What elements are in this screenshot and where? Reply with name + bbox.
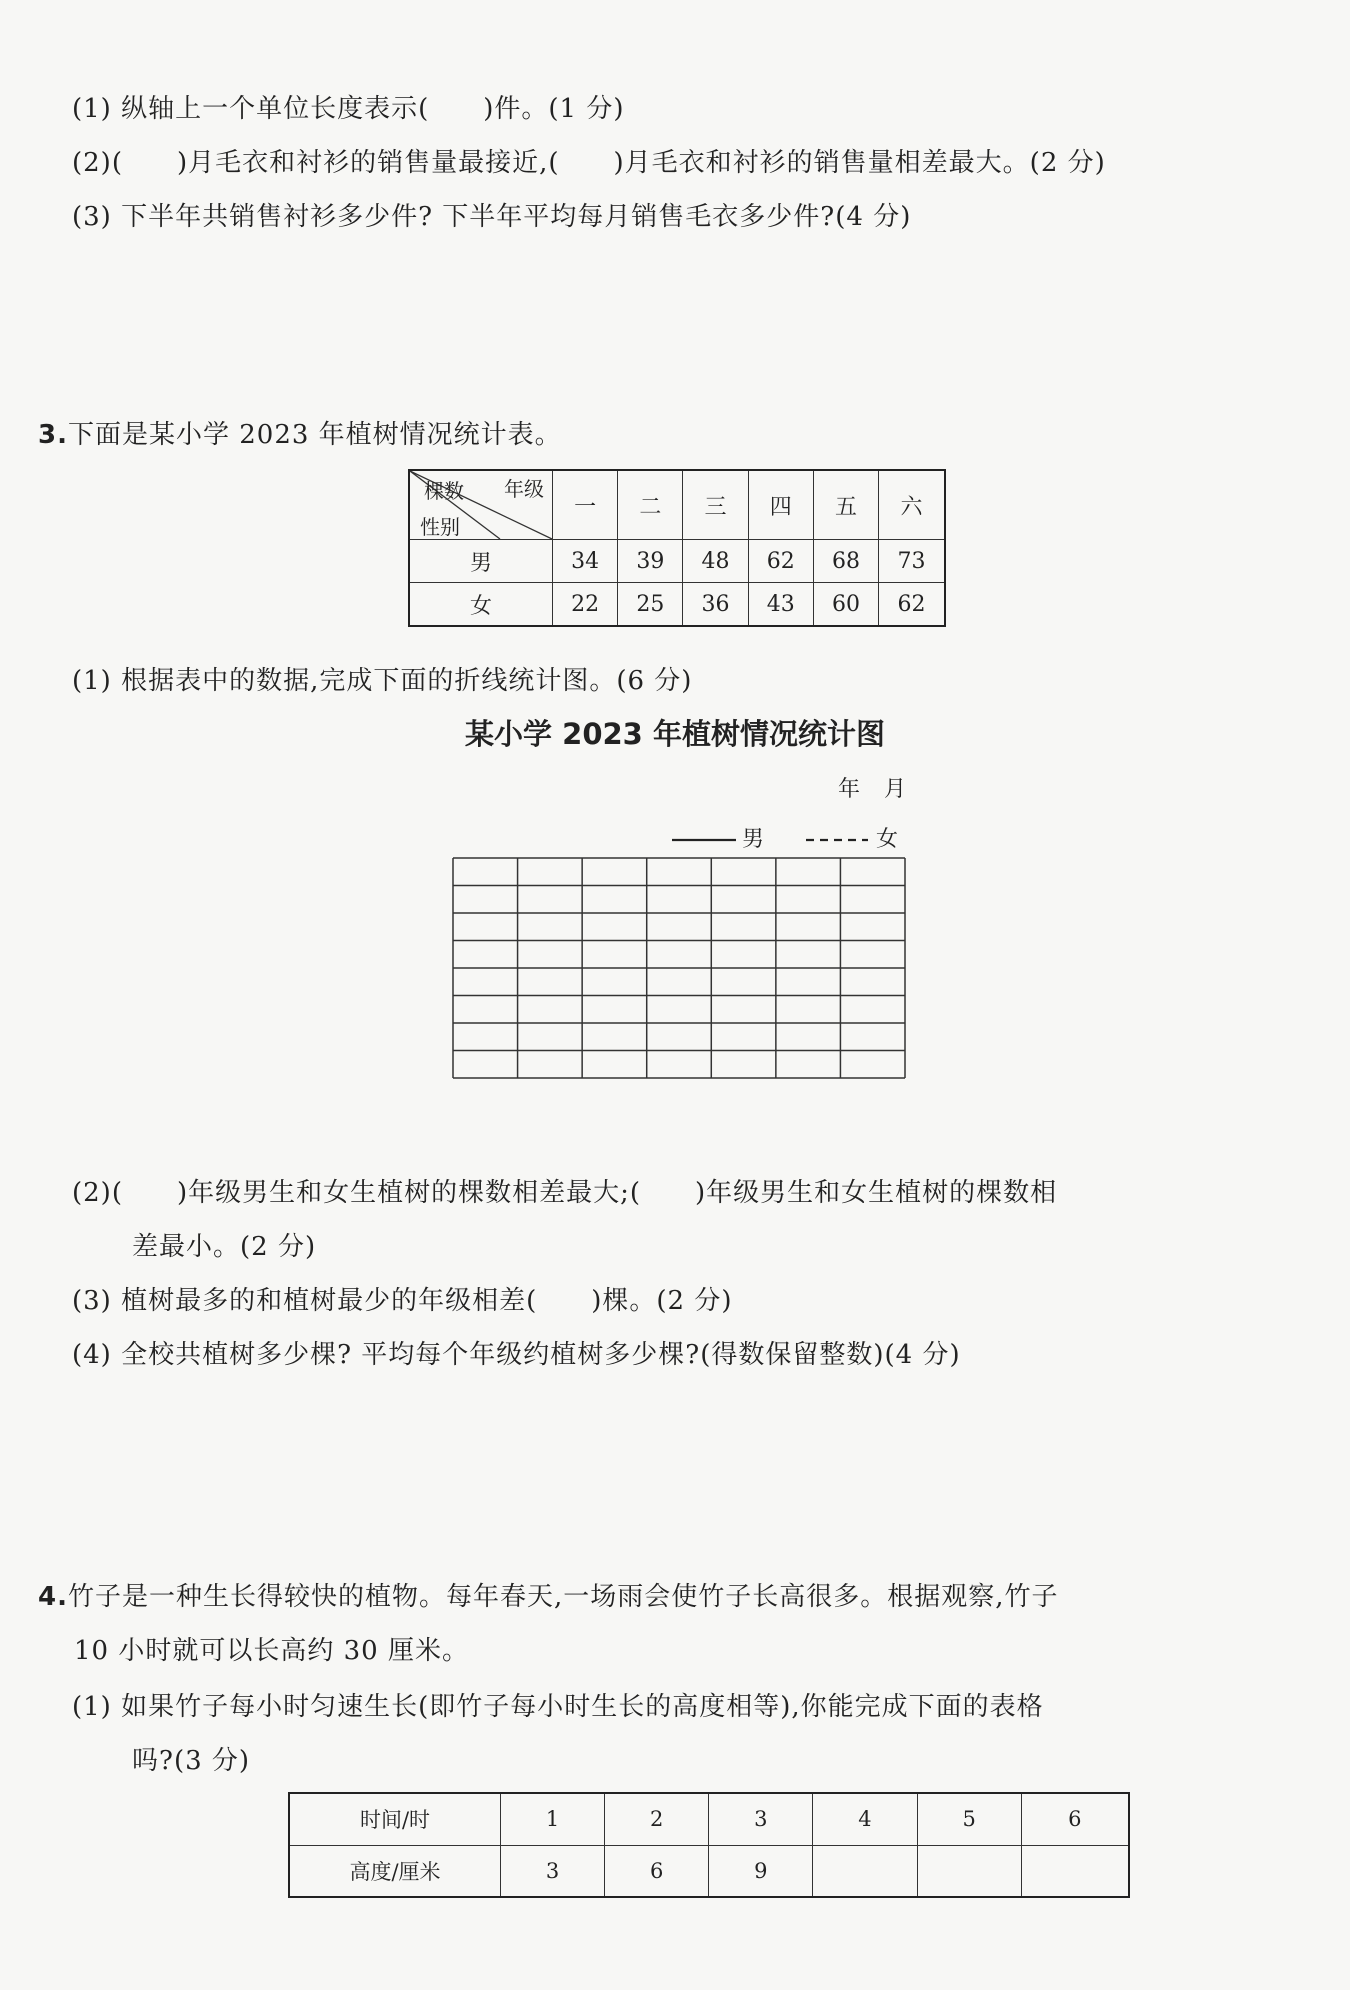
section-3-number: 3. <box>38 420 68 450</box>
row-label-male: 男 <box>409 540 553 583</box>
row-label-time: 时间/时 <box>289 1793 501 1845</box>
tree-planting-table <box>408 469 946 627</box>
section-3-sub-2-cont: 差最小。(2 分) <box>132 1232 317 1262</box>
section-3-sub-2: (2)( )年级男生和女生植树的棵数相差最大;( )年级男生和女生植树的棵数相 <box>72 1178 1058 1208</box>
legend-female-label: 女 <box>876 827 900 852</box>
table-cell: 36 <box>683 583 748 627</box>
table-cell: 48 <box>683 540 748 583</box>
grade-header: 六 <box>879 470 945 540</box>
grade-header: 四 <box>748 470 813 540</box>
grade-header: 三 <box>683 470 748 540</box>
question-part-2: (2)( )月毛衣和衬衫的销售量最接近,( )月毛衣和衬衫的销售量相差最大。(2 分) <box>72 148 1106 178</box>
section-3-sub-1: (1) 根据表中的数据,完成下面的折线统计图。(6 分) <box>72 666 693 696</box>
section-4-sub-1-cont: 吗?(3 分) <box>132 1746 251 1776</box>
table-cell: 68 <box>813 540 878 583</box>
table-corner-header <box>409 470 553 540</box>
table-row <box>289 1845 1129 1897</box>
corner-label-grade: 年级 <box>504 477 544 501</box>
table-cell: 6 <box>1021 1793 1129 1845</box>
table-cell: 4 <box>813 1793 917 1845</box>
section-3-heading <box>38 414 562 451</box>
legend-male-label: 男 <box>742 827 766 852</box>
table-cell: 3 <box>501 1845 605 1897</box>
bamboo-growth-table <box>288 1792 1130 1898</box>
section-4-sub-1: (1) 如果竹子每小时匀速生长(即竹子每小时生长的高度相等),你能完成下面的表格 <box>72 1692 1044 1722</box>
chart-title: 某小学 2023 年植树情况统计图 <box>465 717 885 751</box>
table-cell: 62 <box>748 540 813 583</box>
table-cell: 2 <box>605 1793 709 1845</box>
row-label-height: 高度/厘米 <box>289 1845 501 1897</box>
legend-female-line <box>806 835 870 845</box>
table-cell: 62 <box>879 583 945 627</box>
table-cell: 3 <box>709 1793 813 1845</box>
legend-male-line <box>672 835 738 845</box>
blank-chart-grid <box>452 857 906 1079</box>
answer-cell[interactable] <box>1021 1845 1129 1897</box>
table-cell: 60 <box>813 583 878 627</box>
table-cell: 22 <box>553 583 618 627</box>
section-3-sub-3: (3) 植树最多的和植树最少的年级相差( )棵。(2 分) <box>72 1286 733 1316</box>
section-3-intro: 下面是某小学 2023 年植树情况统计表。 <box>67 420 562 450</box>
section-4-intro-cont: 10 小时就可以长高约 30 厘米。 <box>74 1636 469 1666</box>
grade-header: 二 <box>618 470 683 540</box>
table-cell: 6 <box>605 1845 709 1897</box>
question-part-3: (3) 下半年共销售衬衫多少件? 下半年平均每月销售毛衣多少件?(4 分) <box>72 202 912 232</box>
table-cell: 43 <box>748 583 813 627</box>
table-cell: 25 <box>618 583 683 627</box>
corner-label-count: 棵数 <box>424 479 464 503</box>
table-row <box>289 1793 1129 1845</box>
answer-cell[interactable] <box>813 1845 917 1897</box>
table-cell: 5 <box>917 1793 1021 1845</box>
table-cell: 9 <box>709 1845 813 1897</box>
table-cell: 73 <box>879 540 945 583</box>
question-part-1: (1) 纵轴上一个单位长度表示( )件。(1 分) <box>72 94 625 124</box>
table-cell: 1 <box>501 1793 605 1845</box>
corner-label-gender: 性别 <box>420 515 460 539</box>
section-3-sub-4: (4) 全校共植树多少棵? 平均每个年级约植树多少棵?(得数保留整数)(4 分) <box>72 1340 961 1370</box>
table-cell: 39 <box>618 540 683 583</box>
grade-header: 五 <box>813 470 878 540</box>
row-label-female: 女 <box>409 583 553 627</box>
section-4-intro: 竹子是一种生长得较快的植物。每年春天,一场雨会使竹子长高很多。根据观察,竹子 <box>67 1582 1059 1612</box>
section-4-number: 4. <box>38 1582 68 1612</box>
table-row <box>409 583 945 627</box>
grade-header: 一 <box>553 470 618 540</box>
table-cell: 34 <box>553 540 618 583</box>
date-label: 年 月 <box>838 777 908 802</box>
answer-cell[interactable] <box>917 1845 1021 1897</box>
section-4-heading <box>38 1576 1059 1613</box>
table-row <box>409 540 945 583</box>
